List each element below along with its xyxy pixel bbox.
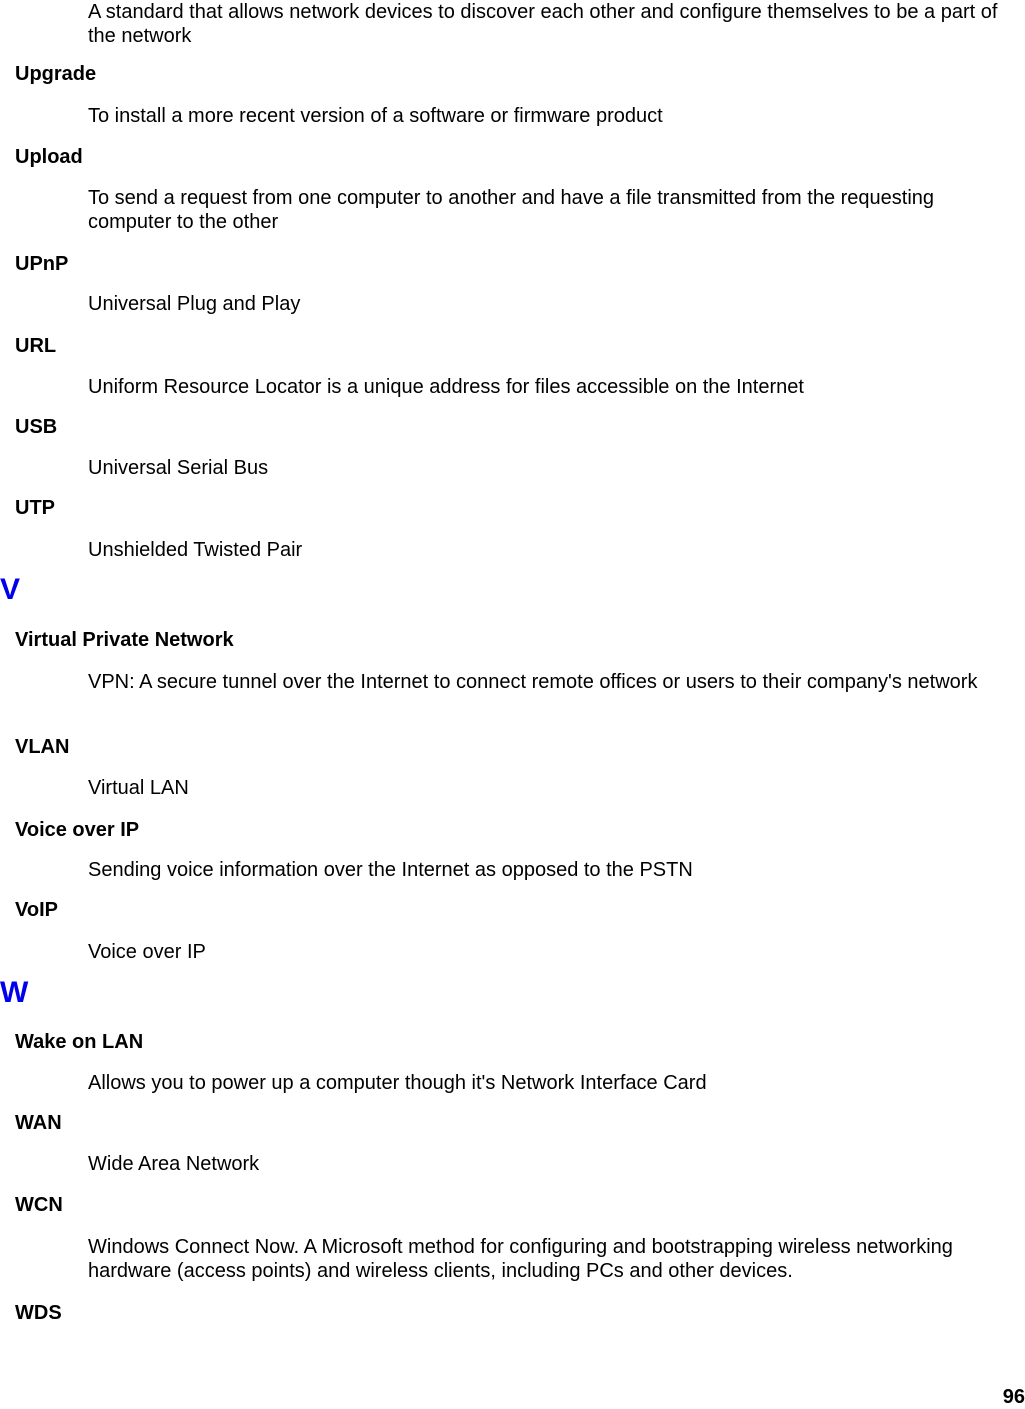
- glossary-term: Voice over IP: [15, 819, 140, 841]
- glossary-term: Wake on LAN: [15, 1031, 144, 1053]
- glossary-term: UTP: [15, 497, 55, 519]
- glossary-term: UPnP: [15, 253, 69, 275]
- page-number: 96: [1002, 1386, 1025, 1408]
- definition-text: VPN: A secure tunnel over the Internet to connect remote offices or users to their company's network: [88, 671, 978, 693]
- section-letter-w: W: [0, 976, 29, 1009]
- definition-text: Allows you to power up a computer though it's Network Interface Card: [88, 1072, 707, 1094]
- definition-text: A standard that allows network devices to discover each other and configure themselves to be a part of the network: [88, 1, 998, 47]
- glossary-term: WCN: [15, 1194, 63, 1216]
- glossary-term: WAN: [15, 1112, 62, 1134]
- definition-text: Universal Serial Bus: [88, 457, 269, 479]
- definition-text: Sending voice information over the Internet as opposed to the PSTN: [88, 859, 693, 881]
- definition-text: Voice over IP: [88, 941, 206, 963]
- glossary-term: VLAN: [15, 736, 70, 758]
- definition-text: To install a more recent version of a software or firmware product: [88, 105, 663, 127]
- definition-text: Universal Plug and Play: [88, 293, 301, 315]
- definition-text: Unshielded Twisted Pair: [88, 539, 303, 561]
- section-letter-v: V: [0, 573, 21, 606]
- definition-text: Uniform Resource Locator is a unique address for files accessible on the Internet: [88, 376, 804, 398]
- glossary-term: Virtual Private Network: [15, 629, 234, 651]
- glossary-term: USB: [15, 416, 58, 438]
- definition-text: Virtual LAN: [88, 777, 189, 799]
- glossary-term: WDS: [15, 1302, 62, 1324]
- definition-text: Windows Connect Now. A Microsoft method for configuring and bootstrapping wireless networking hardware (access points) and wireless clients, including PCs and other devices.: [88, 1236, 953, 1282]
- glossary-term: Upload: [15, 146, 83, 168]
- definition-text: Wide Area Network: [88, 1153, 260, 1175]
- definition-text: To send a request from one computer to another and have a file transmitted from the requesting computer to the other: [88, 187, 935, 233]
- glossary-term: Upgrade: [15, 63, 97, 85]
- glossary-term: VoIP: [15, 899, 58, 921]
- glossary-term: URL: [15, 335, 57, 357]
